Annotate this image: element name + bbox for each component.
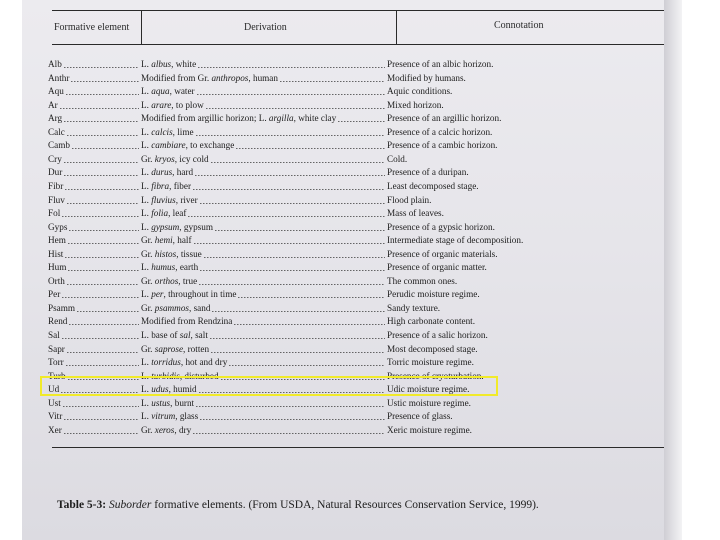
leader-dots xyxy=(200,419,385,420)
derivation-cell: L. cambiare, to exchange xyxy=(141,140,235,151)
table-row xyxy=(22,315,672,328)
leader-dots xyxy=(200,270,385,271)
leader-dots xyxy=(66,365,139,366)
table-row xyxy=(22,58,672,71)
caption-label: Table 5-3: xyxy=(57,499,107,511)
formative-element-cell: Aqu xyxy=(48,86,64,97)
connotation-cell: Presence of glass. xyxy=(387,411,453,422)
formative-element-cell: Fol xyxy=(48,208,61,219)
formative-element-cell: Dur xyxy=(48,167,63,178)
leader-dots xyxy=(64,419,139,420)
leader-dots xyxy=(204,257,385,258)
connotation-cell: Flood plain. xyxy=(387,194,432,205)
table-row xyxy=(22,99,672,112)
leader-dots xyxy=(229,365,385,366)
leader-dots xyxy=(68,243,139,244)
formative-element-cell: Rend xyxy=(48,316,68,327)
connotation-cell: Presence of organic materials. xyxy=(387,248,498,259)
formative-element-cell: Calc xyxy=(48,126,65,137)
highlight-box xyxy=(40,376,498,396)
connotation-cell: Presence of an albic horizon. xyxy=(387,59,494,69)
leader-dots xyxy=(64,433,139,434)
derivation-cell: Modified from argillic horizon; L. argilla, white clay xyxy=(141,113,337,124)
caption-emphasis: Suborder xyxy=(108,499,152,511)
formative-element-cell: Hem xyxy=(48,235,66,246)
formative-element-cell: Fluv xyxy=(48,194,65,205)
derivation-cell: Gr. histos, tissue xyxy=(141,248,202,259)
table-row xyxy=(22,126,672,139)
leader-dots xyxy=(210,338,385,339)
connotation-cell: Mass of leaves. xyxy=(387,208,444,219)
leader-dots xyxy=(280,81,385,82)
table-row xyxy=(22,248,672,261)
table-top-rule xyxy=(52,10,678,11)
derivation-cell: L. udus, humid xyxy=(141,384,197,395)
formative-element-cell: Hum xyxy=(48,262,67,273)
table-row xyxy=(22,112,672,125)
leader-dots xyxy=(69,324,139,325)
leader-dots xyxy=(63,406,139,407)
header-derivation: Derivation xyxy=(244,22,287,33)
leader-dots xyxy=(64,121,139,122)
leader-dots xyxy=(211,352,385,353)
table-row xyxy=(22,329,672,342)
formative-element-cell: Vitr xyxy=(48,411,63,422)
derivation-cell: L. turbidis, disturbed xyxy=(141,370,219,381)
table-row xyxy=(22,410,672,423)
derivation-cell: L. fibra, fiber xyxy=(141,180,192,191)
formative-element-cell: Hist xyxy=(48,248,64,259)
connotation-cell: Aquic conditions. xyxy=(387,86,453,97)
leader-dots xyxy=(64,162,139,163)
derivation-cell: L. humus, earth xyxy=(141,262,199,273)
leader-dots xyxy=(67,203,139,204)
page-edge-shadow xyxy=(664,0,682,540)
leader-dots xyxy=(234,324,385,325)
header-divider-1 xyxy=(141,10,142,44)
derivation-cell: L. torridus, hot and dry xyxy=(141,357,228,368)
leader-dots xyxy=(62,297,139,298)
connotation-cell: Presence of a calcic horizon. xyxy=(387,126,493,137)
derivation-cell: L. calcis, lime xyxy=(141,126,194,137)
connotation-cell: Presence of a duripan. xyxy=(387,167,469,178)
formative-element-cell: Camb xyxy=(48,140,70,151)
connotation-cell: Mixed horizon. xyxy=(387,99,444,110)
caption-text: formative elements. (From USDA, Natural Resources Conservation Service, 1999). xyxy=(151,499,539,511)
leader-dots xyxy=(62,216,139,217)
leader-dots xyxy=(64,175,139,176)
connotation-cell: High carbonate content. xyxy=(387,316,476,327)
formative-element-cell: Sal xyxy=(48,330,60,340)
table-row xyxy=(22,85,672,98)
leader-dots xyxy=(65,257,139,258)
leader-dots xyxy=(196,406,385,407)
connotation-cell: Least decomposed stage. xyxy=(387,180,479,191)
connotation-cell: Udic moisture regime. xyxy=(387,384,470,395)
leader-dots xyxy=(338,121,385,122)
derivation-cell: L. ustus, burnt xyxy=(141,397,195,408)
header-connotation: Connotation xyxy=(494,20,544,31)
formative-element-cell: Turb xyxy=(48,370,66,381)
formative-element-cell: Torr xyxy=(48,357,64,368)
table-row xyxy=(22,166,672,179)
table-row xyxy=(22,261,672,274)
derivation-cell: Gr. orthos, true xyxy=(141,275,198,286)
leader-dots xyxy=(206,108,385,109)
connotation-cell: Intermediate stage of decomposition. xyxy=(387,235,524,246)
table-row xyxy=(22,221,672,234)
leader-dots xyxy=(212,311,385,312)
formative-element-cell: Alb xyxy=(48,59,62,69)
leader-dots xyxy=(236,148,385,149)
table-row xyxy=(22,424,672,437)
table-row xyxy=(22,343,672,356)
derivation-cell: Gr. hemi, half xyxy=(141,235,192,246)
leader-dots xyxy=(194,243,385,244)
connotation-cell: Ustic moisture regime. xyxy=(387,397,471,408)
table-caption xyxy=(57,497,647,513)
formative-element-cell: Ust xyxy=(48,397,61,408)
leader-dots xyxy=(67,352,139,353)
connotation-cell: Presence of cryoturbation. xyxy=(387,370,484,381)
formative-element-cell: Cry xyxy=(48,153,62,164)
table-row xyxy=(22,234,672,247)
connotation-cell: Presence of a gypsic horizon. xyxy=(387,221,495,232)
formative-element-cell: Per xyxy=(48,289,61,300)
derivation-cell: Modified from Rendzina xyxy=(141,316,233,327)
table-bottom-rule xyxy=(52,447,678,448)
derivation-cell: L. arare, to plow xyxy=(141,99,204,110)
header-bottom-rule xyxy=(52,44,678,45)
derivation-cell: L. vitrum, glass xyxy=(141,411,199,422)
leader-dots xyxy=(193,189,385,190)
leader-dots xyxy=(77,311,139,312)
leader-dots xyxy=(68,270,139,271)
formative-element-cell: Arg xyxy=(48,113,63,124)
leader-dots xyxy=(69,230,139,231)
derivation-cell: Gr. saprose, rotten xyxy=(141,343,210,354)
leader-dots xyxy=(196,135,385,136)
table-row xyxy=(22,139,672,152)
leader-dots xyxy=(60,108,139,109)
leader-dots xyxy=(193,433,385,434)
connotation-cell: Most decomposed stage. xyxy=(387,343,478,354)
derivation-cell: L. folia, leaf xyxy=(141,208,187,219)
connotation-cell: Presence of a salic horizon. xyxy=(387,330,488,340)
formative-element-cell: Ar xyxy=(48,99,58,110)
formative-element-cell: Sapr xyxy=(48,343,65,354)
table-row xyxy=(22,397,672,410)
derivation-cell: L. per, throughout in time xyxy=(141,289,237,300)
formative-element-cell: Ud xyxy=(48,384,60,395)
leader-dots xyxy=(215,230,385,231)
derivation-cell: L. base of sal, salt xyxy=(141,330,208,340)
leader-dots xyxy=(198,67,385,68)
leader-dots xyxy=(211,162,385,163)
leader-dots xyxy=(66,94,139,95)
derivation-cell: Gr. xeros, dry xyxy=(141,424,192,435)
table-row xyxy=(22,302,672,315)
connotation-cell: The common ones. xyxy=(387,275,458,286)
leader-dots xyxy=(238,297,385,298)
formative-element-cell: Orth xyxy=(48,275,65,286)
leader-dots xyxy=(72,148,139,149)
derivation-cell: L. albus, white xyxy=(141,59,197,69)
derivation-cell: Gr. kryos, icy cold xyxy=(141,153,209,164)
table-row xyxy=(22,194,672,207)
connotation-cell: Xeric moisture regime. xyxy=(387,424,472,435)
connotation-cell: Presence of an argillic horizon. xyxy=(387,113,502,124)
table-row xyxy=(22,72,672,85)
leader-dots xyxy=(62,338,139,339)
leader-dots xyxy=(65,189,139,190)
connotation-cell: Presence of a cambic horizon. xyxy=(387,140,498,151)
derivation-cell: Gr. psammos, sand xyxy=(141,302,211,313)
leader-dots xyxy=(197,94,385,95)
derivation-cell: L. fluvius, river xyxy=(141,194,198,205)
connotation-cell: Torric moisture regime. xyxy=(387,357,474,368)
derivation-cell: L. gypsum, gypsum xyxy=(141,221,213,232)
book-page xyxy=(22,0,672,540)
formative-element-cell: Fibr xyxy=(48,180,64,191)
connotation-cell: Sandy texture. xyxy=(387,302,441,313)
table-row xyxy=(22,207,672,220)
formative-element-cell: Psamm xyxy=(48,302,76,313)
leader-dots xyxy=(67,135,139,136)
header-formative-element: Formative element xyxy=(54,22,130,33)
leader-dots xyxy=(199,284,385,285)
connotation-cell: Presence of organic matter. xyxy=(387,262,487,273)
formative-element-cell: Gyps xyxy=(48,221,68,232)
derivation-cell: Modified from Gr. anthropos, human xyxy=(141,72,278,83)
leader-dots xyxy=(64,67,139,68)
table-row xyxy=(22,275,672,288)
connotation-cell: Modified by humans. xyxy=(387,72,466,83)
leader-dots xyxy=(71,81,139,82)
table-row xyxy=(22,180,672,193)
table-row xyxy=(22,288,672,301)
formative-element-cell: Anthr xyxy=(48,72,70,83)
derivation-cell: L. durus, hard xyxy=(141,167,194,178)
connotation-cell: Perudic moisture regime. xyxy=(387,289,480,300)
leader-dots xyxy=(195,175,385,176)
leader-dots xyxy=(67,284,139,285)
table-row xyxy=(22,153,672,166)
formative-element-cell: Xer xyxy=(48,424,62,435)
leader-dots xyxy=(188,216,385,217)
derivation-cell: L. aqua, water xyxy=(141,86,195,97)
header-divider-2 xyxy=(396,10,397,44)
connotation-cell: Cold. xyxy=(387,153,408,164)
leader-dots xyxy=(200,203,385,204)
table-row xyxy=(22,356,672,369)
